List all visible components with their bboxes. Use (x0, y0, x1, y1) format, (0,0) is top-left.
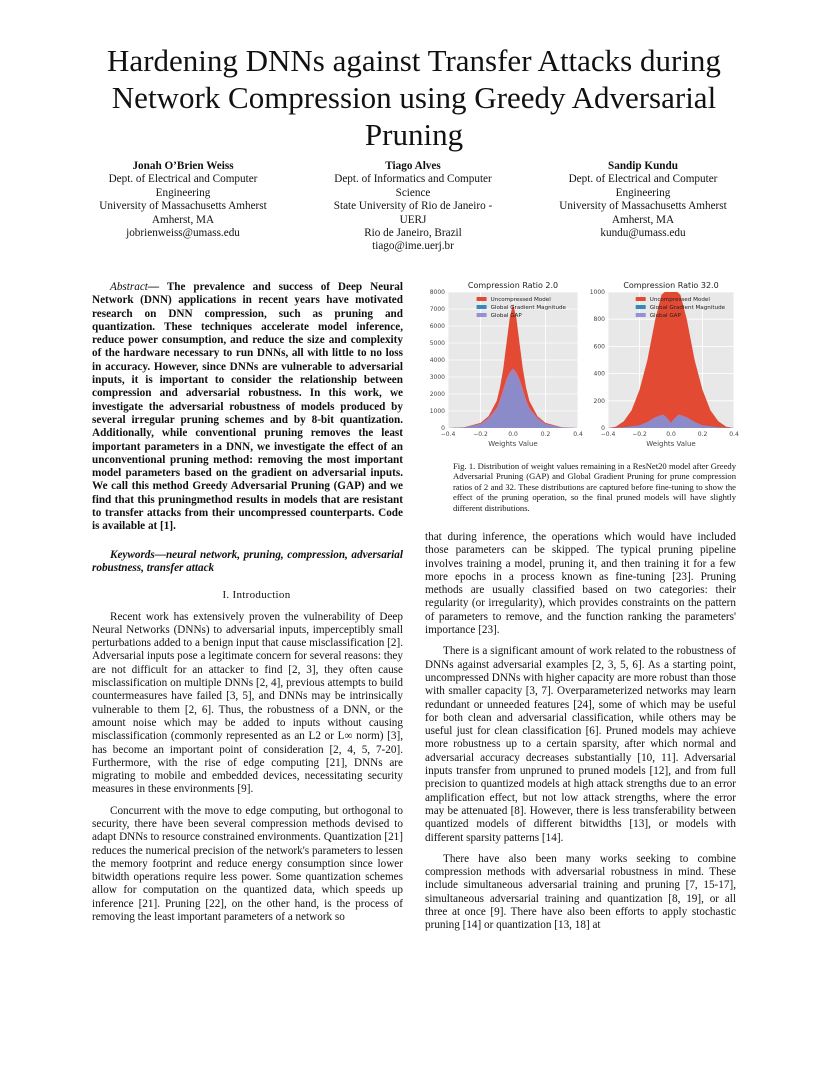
author-affiliation: University of Massachusetts Amherst (559, 200, 727, 213)
paper-title (60, 42, 768, 153)
y-tick-label: 200 (593, 397, 605, 405)
y-tick-label: 4000 (429, 357, 445, 364)
x-tick-label: 0.0 (508, 431, 518, 438)
x-axis-label: Weights Value (646, 440, 696, 448)
legend-label: Global Gradient Magnitude (490, 305, 566, 311)
body-paragraph: that during inference, the operations which would have included those parameters can be skipped. The typical pruning pipeline involves training a model, pruning it, and then training it for a few more epochs in a process known as fine-tuning [23]. Pruning methods are usually classified based on two categories: their regularity (or irregularity), which provides constraints on the pattern of parameters to remove, and the function ranking the parameters' importance [23]. (425, 531, 736, 637)
x-tick-label: −0.2 (632, 431, 647, 438)
x-tick-label: 0.4 (729, 431, 739, 438)
author-name: Jonah O’Brien Weiss (132, 160, 234, 172)
y-tick-label: 1000 (429, 408, 445, 415)
author-location: Amherst, MA (151, 213, 215, 226)
y-tick-label: 5000 (429, 340, 445, 347)
author-block-2 (313, 160, 513, 254)
x-tick-label: −0.4 (600, 431, 616, 438)
legend-swatch (636, 297, 646, 301)
legend-label: Global GAP (490, 313, 522, 319)
section-heading: I. Introduction (222, 589, 291, 602)
title-line-2: Network Compression using Greedy Adversarial (111, 80, 717, 115)
y-tick-label: 3000 (429, 374, 445, 381)
author-affiliation: University of Massachusetts Amherst (99, 200, 267, 213)
abstract-label: Abstract (110, 281, 148, 293)
title-line-1: Hardening DNNs against Transfer Attacks during (107, 43, 721, 78)
y-tick-label: 6000 (429, 323, 445, 330)
histogram-chart-cr32 (578, 278, 742, 450)
author-block-1 (83, 160, 283, 240)
x-axis-label: Weights Value (488, 440, 538, 448)
author-affiliation: Dept. of Informatics and Computer (334, 173, 492, 186)
legend-swatch (477, 305, 487, 309)
author-location: Rio de Janeiro, Brazil (364, 227, 462, 240)
abstract-text: — The prevalence and success of Deep Neural Network (DNN) applications in recent years have motivated research on DNN compression, such as pruning and quantization. These techniques accelerate model inference, reduce power consumption, and reduce the size and complexity of the hardware necessary to run DNNs, all with little to no loss in accuracy. However, since DNNs are vulnerable to adversarial inputs, it is important to consider the relationship between compression and adversarial robustness. In this work, we investigate the adversarial robustness of models produced by several irregular pruning schemes and by 8-bit quantization. Additionally, while conventional pruning removes the least important parameters in a DNN, we investigate the effect of an unconventional pruning method: removing the most important model parameters based on the gradient on adversarial inputs. We call this method Greedy Adversarial Pruning (GAP) and we find that this pruningmethod results in models that are resistant to transfer attacks from their uncompressed counterparts. Code is available at [1]. (92, 281, 403, 533)
author-affiliation: Dept. of Electrical and Computer (568, 173, 718, 186)
chart-title: Compression Ratio 2.0 (467, 281, 559, 290)
author-block-3 (543, 160, 743, 240)
x-tick-label: −0.4 (440, 431, 456, 438)
y-tick-label: 7000 (429, 306, 445, 313)
author-affiliation: Engineering (155, 186, 211, 199)
author-location: Amherst, MA (611, 213, 675, 226)
legend-label: Global Gradient Magnitude (649, 305, 726, 311)
author-email: tiago@ime.uerj.br (372, 240, 454, 253)
body-paragraph: Recent work has extensively proven the vulnerability of Deep Neural Networks (DNNs) to adversarial inputs, imperceptibly small perturbations added to a benign input that cause misclassification [2]. Adversarial inputs pose a legitimate concern for several reasons: they are not difficult for an attacker to find [2, 3], they often cause misclassification on multiple DNNs [2, 4], previous attempts to build countermeasures have failed [3, 5], and DNNs may be intrinsically vulnerable to them [2, 6]. Thus, the robustness of a DNN, or the amount noise which may be added to inputs without causing misclassification (commonly represented as an L2 or L∞ norm) [3], has become an important point of consideration [2, 4, 5, 7-20]. Furthermore, with the rise of edge computing [21], DNNs are migrating to mobile and embedded devices, necessitating security measures in these environments [9]. (92, 610, 403, 796)
y-tick-label: 8000 (429, 289, 445, 296)
left-column (92, 281, 403, 924)
body-paragraph: There have also been many works seeking to combine compression methods with adversarial robustness in mind. These include simultaneous adversarial training and pruning [7, 15-17], simultaneous adversarial training and quantization [8, 19], or all three at once [9]. There have also been efforts to apply stochastic pruning [14] or quantization [13, 18] at (425, 852, 736, 932)
keywords: Keywords—neural network, pruning, compression, adversarial robustness, transfer attack (92, 548, 403, 574)
y-tick-label: 2000 (429, 391, 445, 398)
author-affiliation: Engineering (615, 186, 671, 199)
author-name: Sandip Kundu (608, 160, 678, 172)
legend-label: Uncompressed Model (649, 297, 710, 303)
author-affiliation: UERJ (399, 213, 427, 226)
author-affiliation: Science (395, 186, 431, 199)
x-tick-label: −0.2 (473, 431, 488, 438)
legend-swatch (477, 313, 487, 317)
chart-title: Compression Ratio 32.0 (623, 281, 719, 290)
x-tick-label: 0.0 (666, 431, 676, 438)
x-tick-label: 0.4 (573, 431, 583, 438)
legend-label: Uncompressed Model (490, 297, 551, 303)
legend-swatch (636, 313, 646, 317)
y-tick-label: 0 (601, 425, 605, 432)
y-tick-label: 600 (593, 343, 605, 351)
title-line-3: Pruning (364, 117, 464, 152)
legend-swatch (477, 297, 487, 301)
author-affiliation: State University of Rio de Janeiro - (333, 200, 493, 213)
legend-label: Global GAP (649, 313, 681, 319)
x-tick-label: 0.2 (540, 431, 551, 438)
author-email: jobrienweiss@umass.edu (126, 227, 240, 240)
legend-swatch (636, 305, 646, 309)
figure-caption: Fig. 1. Distribution of weight values remaining in a ResNet20 model after Greedy Adversarial Pruning (GAP) and Global Gradient Pruning for prune compression ratios of 2 and 32. These distributions are captured before fine-tuning to show the effect of the pruning operation, so the final pruned models will have slightly different distributions. (453, 461, 736, 513)
x-tick-label: 0.2 (697, 431, 708, 438)
author-email: kundu@umass.edu (600, 227, 686, 240)
y-tick-label: 400 (593, 370, 605, 378)
histogram-chart-cr2 (418, 278, 586, 450)
abstract (92, 281, 403, 534)
author-name: Tiago Alves (385, 160, 441, 172)
author-affiliation: Dept. of Electrical and Computer (108, 173, 258, 186)
body-paragraph: There is a significant amount of work related to the robustness of DNNs against adversarial examples [2, 3, 5, 6]. As a starting point, uncompressed DNNs with higher capacity are more robust than those with smaller capacity [3, 7]. Overparameterized networks may learn redundant or unneeded features [24], some of which may be useful for both clean and adversarial classification, while others may be useful just for clean classification [6]. Pruned models may achieve more robustness up to a certain sparsity, after which normal and adversarial accuracy decreases substantially [10, 11]. Adversarial inputs transfer from unpruned to pruned models [12], and from full precision to quantized models at high attack strengths due to an error amplification effect, but not low attack strengths, where the error may be attenuated [8]. However, there is less transferability between quantized models of different bitwidths [13], or models with different sparsity patterns [14]. (425, 645, 736, 844)
body-paragraph: Concurrent with the move to edge computing, but orthogonal to security, there have been several compression methods devised to adapt DNNs to resource constrained environments. Quantization [21] reduces the numerical precision of the network's parameters to lessen the memory footprint and reduce energy consumption since lower bitwidth operations require less power. Some quantization schemes allow for computation on the quantized data, which speeds up inference [21]. Pruning [22], on the other hand, is the process of removing the least important parameters of a network so (92, 804, 403, 924)
y-tick-label: 0 (441, 425, 445, 432)
y-tick-label: 1000 (589, 289, 605, 296)
y-tick-label: 800 (593, 316, 605, 324)
right-column (425, 531, 736, 933)
